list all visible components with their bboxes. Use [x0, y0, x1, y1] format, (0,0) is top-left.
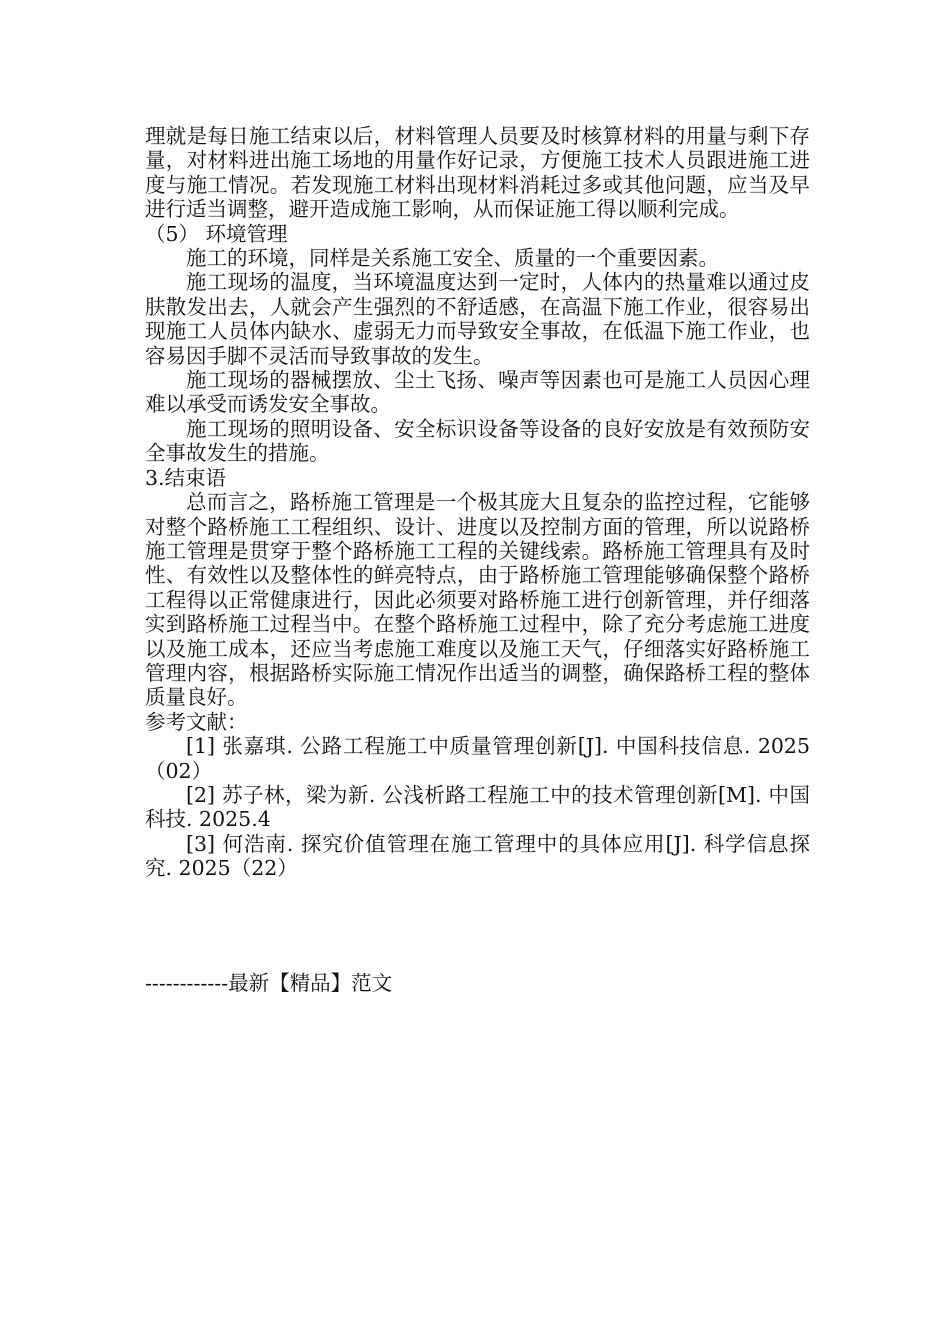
- footer-banner: ------------最新【精品】范文: [145, 971, 393, 995]
- paragraph-environment-intro: 施工的环境，同样是关系施工安全、质量的一个重要因素。: [186, 246, 719, 271]
- reference-item-3: [3] 何浩南. 探究价值管理在施工管理中的具体应用[J]. 科学信息探究. 2025（22）: [145, 831, 810, 881]
- section-heading-conclusion: 3.结束语: [145, 465, 227, 490]
- paragraph-lighting: 施工现场的照明设备、安全标识设备等设备的良好安放是有效预防安全事故发生的措施。: [145, 416, 810, 466]
- paragraph-conclusion: 总而言之，路桥施工管理是一个极其庞大且复杂的监控过程，它能够对整个路桥施工工程组织、设计、进度以及控制方面的管理，所以说路桥施工管理是贯穿于整个路桥施工工程的关键线索。路桥施工管理具有及时性、有效性以及整体性的鲜亮特点，由于路桥施工管理能够确保整个路桥工程得以正常健康进行，因此必须要对路桥施工进行创新管理，并仔细落实到路桥施工过程当中。在整个路桥施工过程中，除了充分考虑施工进度以及施工成本，还应当考虑施工难度以及施工天气，仔细落实好路桥施工管理内容，根据路桥实际施工情况作出适当的调整，确保路桥工程的整体质量良好。: [145, 490, 810, 710]
- paragraph-equipment-noise: 施工现场的器械摆放、尘土飞扬、噪声等因素也可是施工人员因心理难以承受而诱发安全事故。: [145, 368, 810, 417]
- reference-item-2: [2] 苏子林，梁为新. 公浅析路工程施工中的技术管理创新[M]. 中国科技. 2025.4: [145, 782, 810, 832]
- paragraph-material-management: 理就是每日施工结束以后，材料管理人员要及时核算材料的用量与剩下存量，对材料进出施工场地的用量作好记录，方便施工技术人员跟进施工进度与施工情况。若发现施工材料出现材料消耗过多或其他问题，应当及早进行适当调整，避开造成施工影响，从而保证施工得以顺利完成。: [145, 124, 810, 222]
- paragraph-temperature: 施工现场的温度，当环境温度达到一定时，人体内的热量难以通过皮肤散发出去，人就会产生强烈的不舒适感，在高温下施工作业，很容易出现施工人员体内缺水、虚弱无力而导致安全事故，在低温下施工作业，也容易因手脚不灵活而导致事故的发生。: [145, 270, 810, 368]
- document-body: [145, 124, 810, 881]
- references-title: 参考文献：: [145, 709, 248, 734]
- section-heading-environment: （5） 环境管理: [145, 221, 288, 246]
- reference-item-1: [1] 张嘉琪. 公路工程施工中质量管理创新[J]. 中国科技信息. 2025（02）: [145, 734, 810, 783]
